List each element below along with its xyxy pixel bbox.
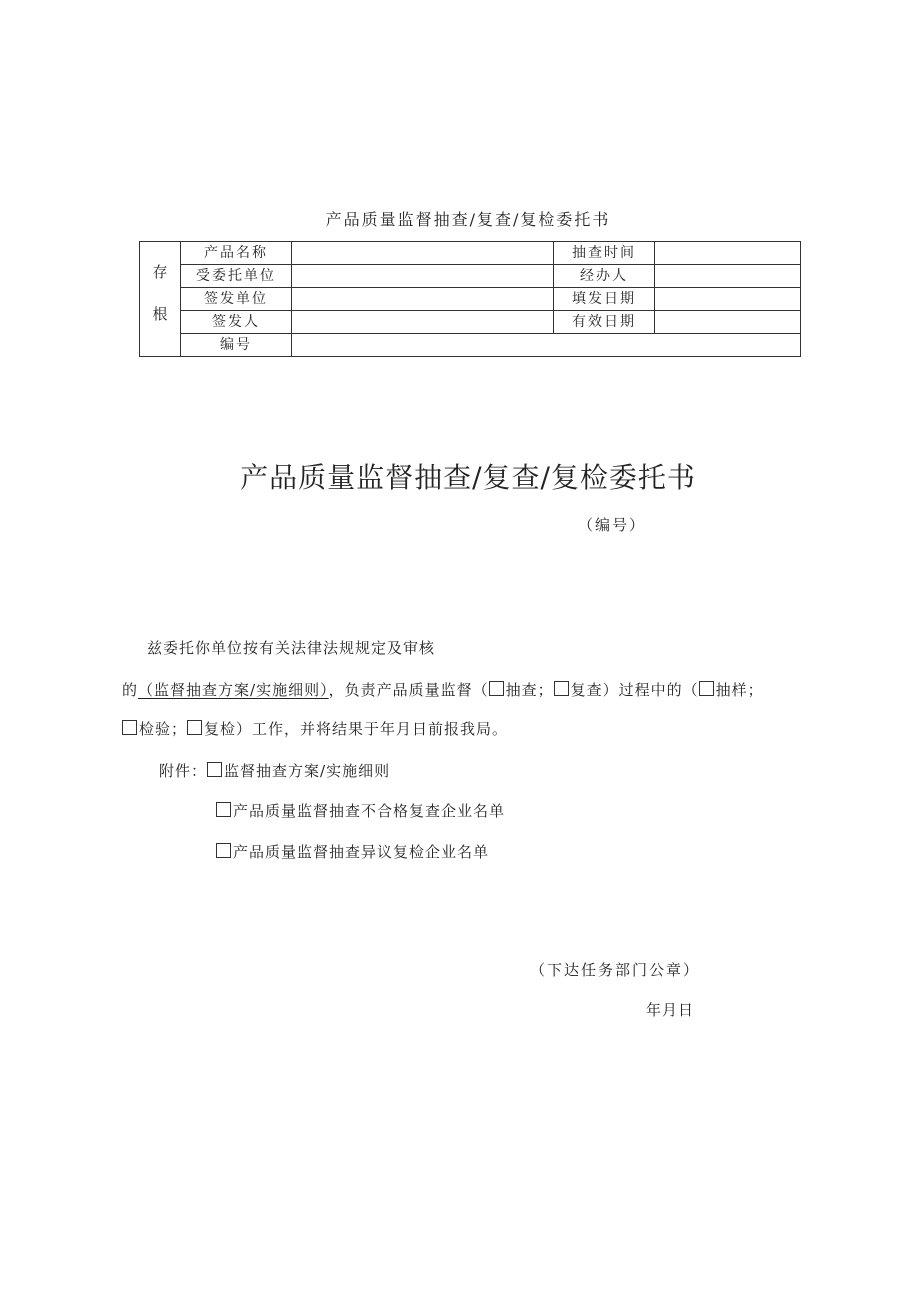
body-line-2 — [122, 679, 764, 701]
body-line-2-mid: ，负责产品质量监督（ — [328, 681, 489, 699]
attachment-line-1 — [159, 760, 390, 782]
stub-row — [140, 334, 801, 357]
product-name-field[interactable] — [292, 242, 554, 265]
handler-label: 经办人 — [554, 265, 655, 288]
issuer-field[interactable] — [292, 311, 554, 334]
attachment-reinspection-list-label: 产品质量监督抽查异议复检企业名单 — [233, 843, 490, 861]
entrusted-unit-field[interactable] — [292, 265, 554, 288]
attachment-label: 附件： — [159, 762, 208, 780]
attachment-line-2 — [216, 800, 505, 822]
inspection-checkbox[interactable] — [122, 720, 137, 735]
reinspection-checkbox[interactable] — [187, 720, 202, 735]
issuer-label: 签发人 — [181, 311, 292, 334]
attachment-recheck-list-checkbox[interactable] — [216, 802, 231, 817]
body-line-1: 兹委托你单位按有关法律法规规定及审核 — [147, 639, 436, 657]
serial-number-field[interactable] — [292, 334, 801, 357]
issuing-unit-field[interactable] — [292, 288, 554, 311]
attachment-line-3 — [216, 841, 489, 863]
attachment-reinspection-list-checkbox[interactable] — [216, 843, 231, 858]
issue-date-field[interactable] — [655, 288, 801, 311]
stub-side-label-top: 存 — [152, 263, 168, 281]
body-line-3 — [122, 718, 508, 740]
recheck-checkbox[interactable] — [554, 681, 569, 696]
issue-date-label: 填发日期 — [554, 288, 655, 311]
stub-row — [140, 242, 801, 265]
body-line-2-prefix: 的 — [122, 681, 139, 699]
attachment-recheck-list-label: 产品质量监督抽查不合格复查企业名单 — [233, 802, 506, 820]
product-name-label: 产品名称 — [181, 242, 292, 265]
main-title: 产品质量监督抽查/复查/复检委托书 — [240, 461, 696, 494]
entrusted-unit-label: 受委托单位 — [181, 265, 292, 288]
spot-check-time-label: 抽查时间 — [554, 242, 655, 265]
issuing-unit-label: 签发单位 — [181, 288, 292, 311]
spot-check-label: 抽查； — [505, 681, 554, 699]
recheck-label: 复查）过程中的（ — [570, 681, 699, 699]
spot-check-time-field[interactable] — [655, 242, 801, 265]
stub-table — [139, 241, 801, 357]
signature-date: 年月日 — [646, 1001, 695, 1019]
plan-reference: （监督抽查方案/实施细则） — [138, 681, 329, 699]
handler-field[interactable] — [655, 265, 801, 288]
attachment-plan-label: 监督抽查方案/实施细则 — [224, 762, 391, 780]
stub-side-label — [140, 242, 181, 357]
document-number: （编号） — [578, 516, 647, 534]
serial-number-label: 编号 — [181, 334, 292, 357]
inspection-label: 检验； — [139, 720, 188, 738]
stub-title: 产品质量监督抽查/复查/复检委托书 — [325, 210, 611, 229]
attachment-plan-checkbox[interactable] — [207, 762, 222, 777]
stub-row — [140, 311, 801, 334]
sampling-label: 抽样； — [715, 681, 764, 699]
valid-date-label: 有效日期 — [554, 311, 655, 334]
reinspection-label: 复检）工作，并将结果于年月日前报我局。 — [204, 720, 509, 738]
stub-side-label-bottom: 根 — [152, 305, 168, 323]
sampling-checkbox[interactable] — [699, 681, 714, 696]
valid-date-field[interactable] — [655, 311, 801, 334]
spot-check-checkbox[interactable] — [489, 681, 504, 696]
department-seal: （下达任务部门公章） — [530, 961, 701, 979]
stub-row — [140, 288, 801, 311]
stub-row — [140, 265, 801, 288]
